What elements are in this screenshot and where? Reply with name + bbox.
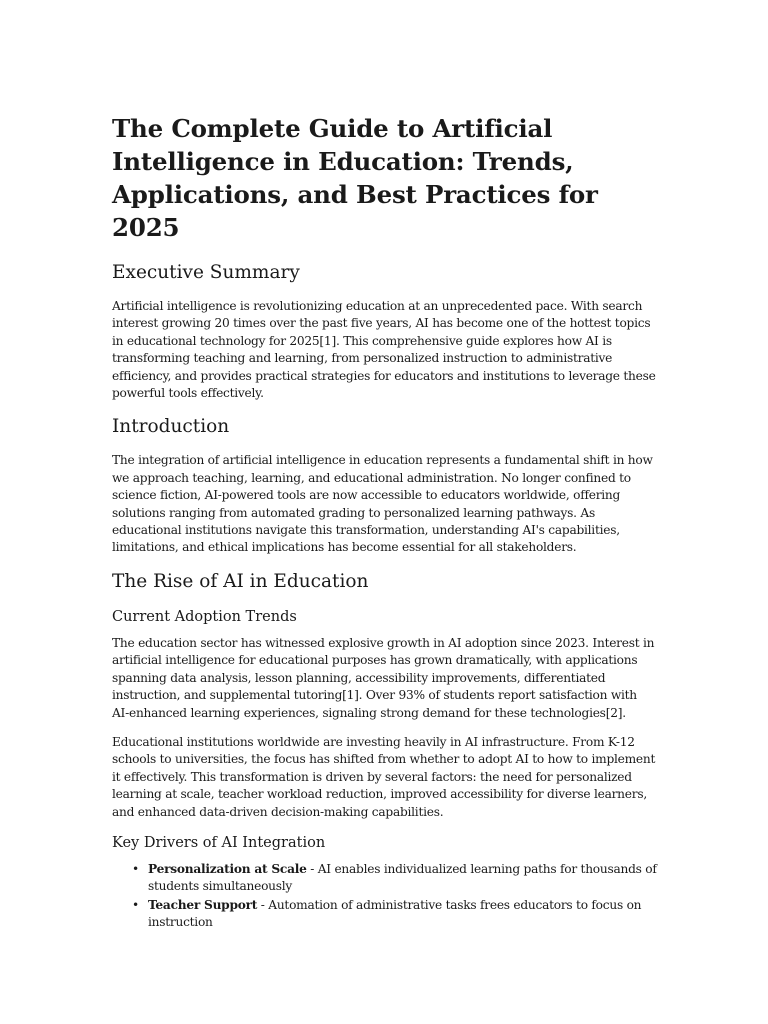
list-item: [132, 897, 657, 932]
document-title: The Complete Guide to Artificial Intelligence in Education: Trends, Applications, and Best Practices for 2025: [112, 114, 598, 242]
heading-rise-of-ai: The Rise of AI in Education: [112, 570, 369, 592]
heading-introduction: Introduction: [112, 416, 230, 438]
list-item: [132, 861, 657, 896]
bullet-icon: •: [132, 861, 139, 876]
document-page: [112, 112, 657, 933]
paragraph-executive-summary: Artificial intelligence is revolutionizing education at an unprecedented pace. With search interest growing 20 times over the past five years, AI has become one of the hottest topics in educational technology for 2025[1]. This comprehensive guide explores how AI is transforming teaching and learning, from personalized instruction to administrative efficiency, and provides practical strategies for educators and institutions to leverage these powerful tools effectively.: [112, 299, 656, 401]
subheading-key-drivers: Key Drivers of AI Integration: [112, 834, 326, 851]
list-item-term: Teacher Support: [148, 897, 258, 912]
paragraph-adoption-2: Educational institutions worldwide are investing heavily in AI infrastructure. From K-12 schools to universities, the focus has shifted from whether to adopt AI to how to implement it effectively. This transformation is driven by several factors: the need for personalized learning at scale, teacher workload reduction, improved accessibility for diverse learners, and enhanced data-driven decision-making capabilities.: [112, 734, 656, 819]
heading-executive-summary: Executive Summary: [112, 262, 300, 283]
drivers-list: [112, 861, 657, 932]
paragraph-adoption-1: The education sector has witnessed explosive growth in AI adoption since 2023. Interest in artificial intelligence for educational purposes has grown dramatically, with applications spanning data analysis, lesson planning, accessibility improvements, differentiated instruction, and supplemental tutoring[1]. Over 93% of students report satisfaction with AI-enhanced learning experiences, signaling strong demand for these technologies[2].: [112, 635, 655, 720]
bullet-icon: •: [132, 897, 139, 912]
subheading-current-adoption: Current Adoption Trends: [112, 608, 297, 625]
list-item-term: Personalization at Scale: [148, 861, 307, 876]
list-item-text: - Automation of administrative tasks frees educators to focus on instruction: [148, 897, 642, 930]
list-item-text: - AI enables individualized learning paths for thousands of students simultaneously: [148, 861, 657, 894]
paragraph-introduction: The integration of artificial intelligence in education represents a fundamental shift in how we approach teaching, learning, and educational administration. No longer confined to science fiction, AI-powered tools are now accessible to educators worldwide, offering solutions ranging from automated grading to personalized learning pathways. As educational institutions navigate this transformation, understanding AI's capabilities, limitations, and ethical implications has become essential for all stakeholders.: [112, 453, 653, 555]
